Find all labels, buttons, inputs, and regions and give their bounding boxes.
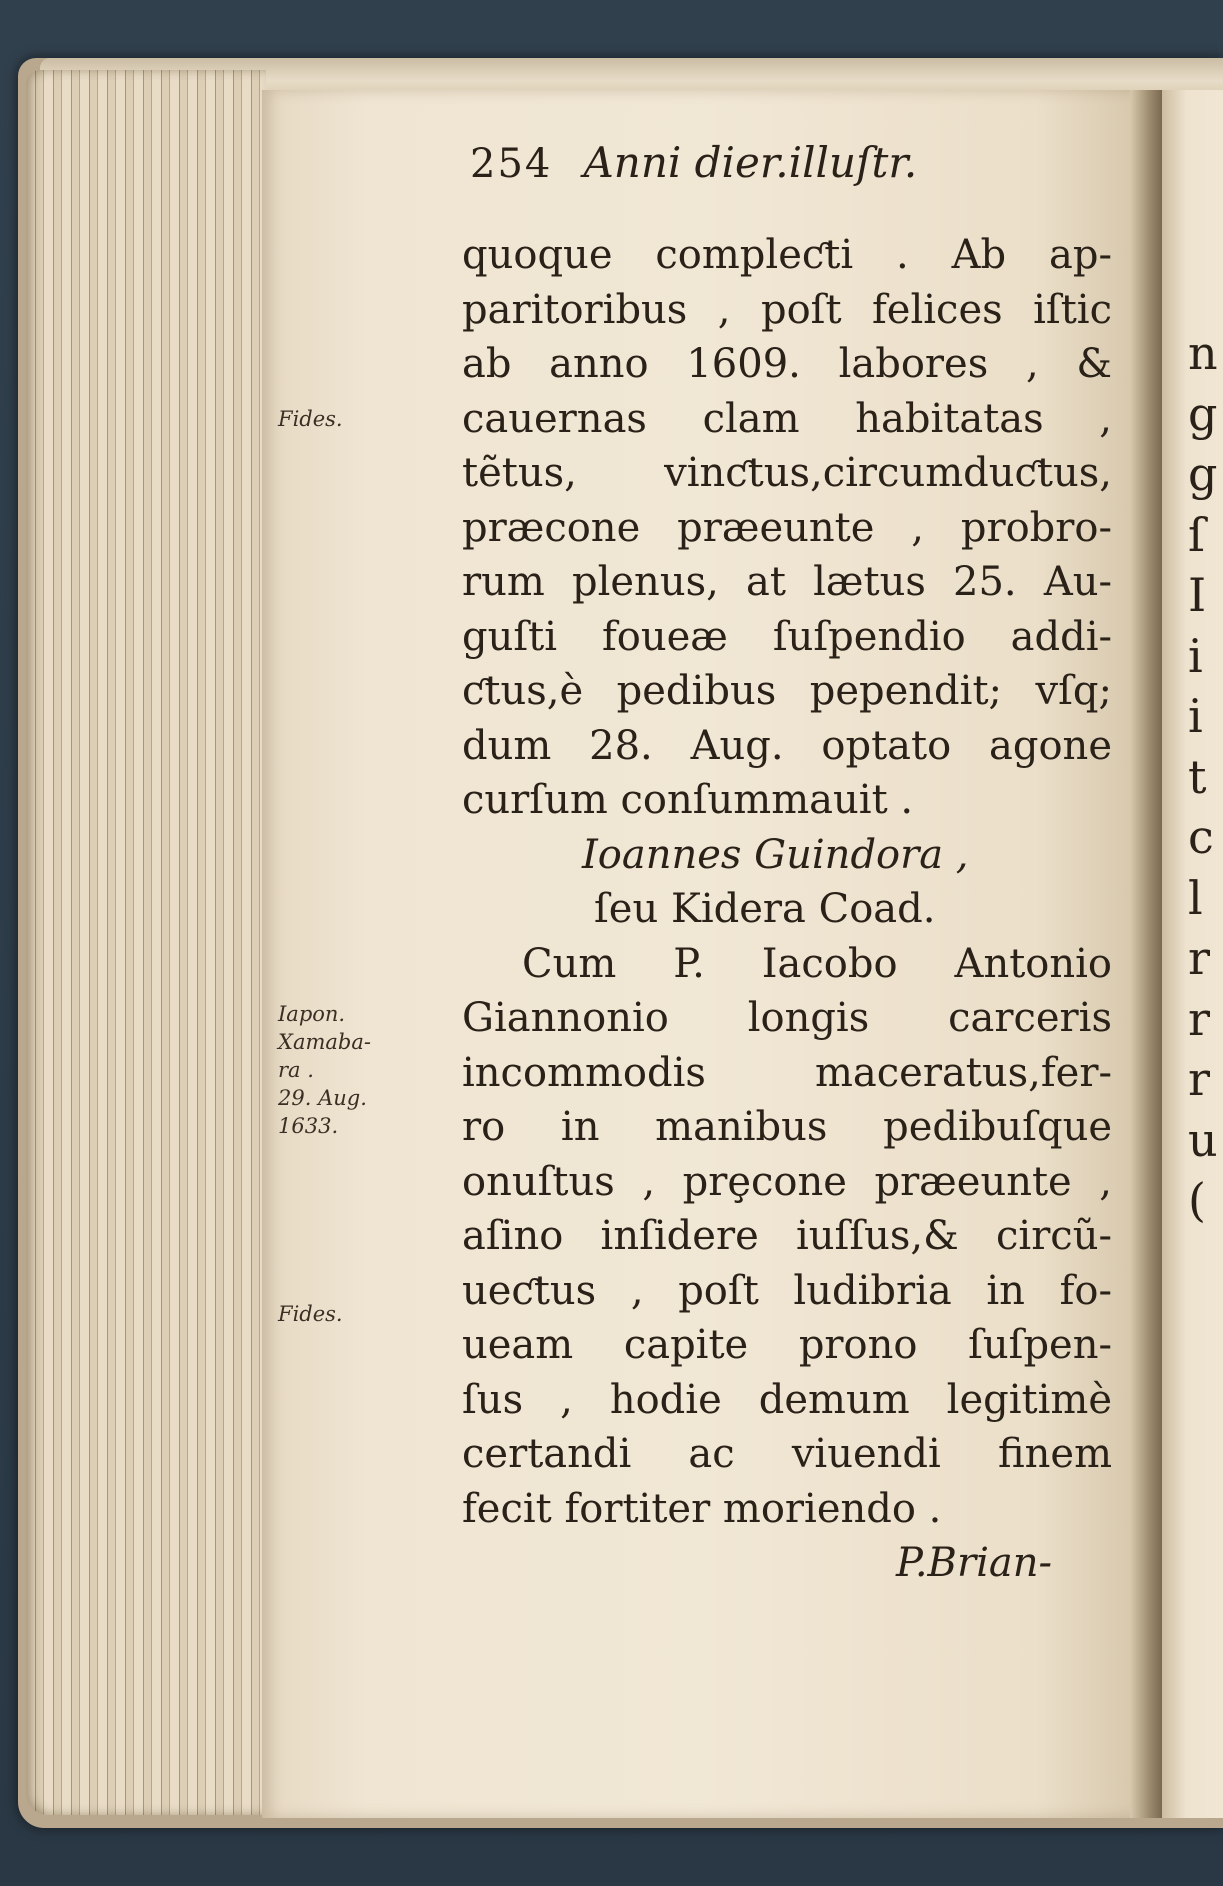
text-line: cauernas clam habitatas , <box>462 395 1112 442</box>
text-line: ueƈtus , poſt ludibria in fo- <box>462 1267 1112 1314</box>
margin-note-fides-1: Fides. <box>278 407 343 431</box>
facing-page-letter: g <box>1188 447 1218 501</box>
margin-note-iapon <box>278 1000 371 1140</box>
facing-page-letter: l <box>1188 870 1203 925</box>
facing-page-letter: i <box>1188 628 1203 683</box>
book-gutter <box>1130 90 1166 1818</box>
text-line: ro in manibus pedibuſque <box>462 1104 1112 1150</box>
text-line: fecit fortiter moriendo . <box>462 1485 942 1532</box>
facing-page-letter: t <box>1188 749 1207 804</box>
text-line: onuſtus , prȩcone præeunte , <box>462 1158 1112 1205</box>
section-heading-subtitle: ſeu Kidera Coad. <box>594 886 936 932</box>
catchword: P.Brian- <box>896 1540 1052 1586</box>
facing-page-letter: c <box>1188 810 1214 864</box>
margin-note-line: Iapon. <box>278 1002 346 1026</box>
text-line: curſum conſummauit . <box>462 777 914 823</box>
facing-page-letter: r <box>1188 931 1210 985</box>
text-line: ſus , hodie demum legitimè <box>462 1376 1112 1423</box>
text-line: Cum P. Iacobo Antonio <box>522 940 1112 987</box>
text-line: guſti foueæ ſuſpendio addi- <box>462 613 1112 660</box>
text-line: ueam capite prono ſuſpen- <box>462 1322 1112 1368</box>
text-line: rum plenus, at lætus 25. Au- <box>462 559 1112 605</box>
text-line: certandi ac viuendi finem <box>462 1431 1112 1477</box>
text-line: tẽtus, vinƈtus,circumduƈtus, <box>462 450 1112 496</box>
facing-page-letter: g <box>1188 386 1218 441</box>
page-stack-edges <box>26 70 266 1815</box>
margin-note-line: Xamaba- <box>278 1030 371 1054</box>
text-line: Giannonio longis carceris <box>462 995 1112 1041</box>
page-header <box>470 138 917 187</box>
facing-page-letter: ſ <box>1188 507 1206 562</box>
text-line: præcone præeunte , probro- <box>462 504 1112 551</box>
facing-page-letter: i <box>1188 689 1203 743</box>
facing-page-letter: r <box>1188 991 1210 1046</box>
text-line: quoque compleƈti . Ab ap- <box>462 232 1112 278</box>
margin-note-line: 1633. <box>278 1114 339 1138</box>
text-line: dum 28. Aug. optato agone <box>462 722 1112 769</box>
margin-note-line: 29. Aug. <box>278 1086 367 1110</box>
facing-page-letter: r <box>1188 1052 1210 1106</box>
facing-page-letter: ( <box>1188 1173 1206 1227</box>
margin-note-line: ra . <box>278 1058 314 1082</box>
page-number: 254 <box>470 141 553 187</box>
facing-page-letter: n <box>1188 326 1218 380</box>
facing-page-letter: I <box>1188 568 1207 622</box>
running-head: Anni dier.illuſtr. <box>583 138 918 187</box>
section-heading-name: Ioannes Guindora , <box>582 831 969 878</box>
text-line: paritoribus , poſt felices iſtic <box>462 286 1112 333</box>
text-line: ƈtus,è pedibus pependit; vſq; <box>462 668 1112 714</box>
margin-note-fides-2: Fides. <box>278 1302 343 1326</box>
page-body-text <box>462 228 1112 1591</box>
facing-page-letter: u <box>1188 1112 1218 1167</box>
text-line: ab anno 1609. labores , & <box>462 341 1112 387</box>
text-line: incommodis maceratus,fer- <box>462 1049 1112 1096</box>
text-line: aſino inſidere iuſſus,& circũ- <box>462 1213 1112 1259</box>
